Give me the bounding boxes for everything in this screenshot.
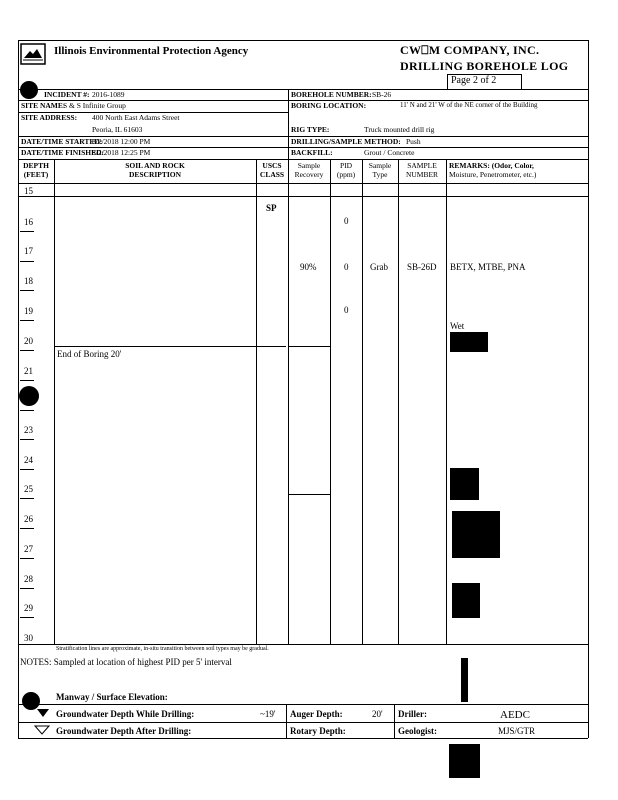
gw-while-value: ~19' [260,709,276,719]
site-address-label: SITE ADDRESS: [21,113,78,122]
rig-type-value: Truck mounted drill rig [364,125,435,134]
boring-location-label: BORING LOCATION: [291,101,367,110]
col-depth-header: DEPTH (FEET) [23,161,49,179]
remarks-wet: Wet [450,321,465,331]
auger-value: 20' [372,709,383,719]
depth-label: 15 [24,186,33,196]
depth-label: 26 [24,514,33,524]
site-name-label: SITE NAME: [21,101,66,110]
depth-label: 29 [24,603,33,613]
punch-hole-top [20,81,38,99]
groundwater-after-icon [34,725,50,735]
drilling-method-value: Push [406,137,421,146]
punch-hole-middle [19,386,39,406]
groundwater-while-icon [36,708,50,718]
drilling-method-label: DRILLING/SAMPLE METHOD: [291,137,401,146]
uscs-class-value: SP [266,203,277,213]
site-name-value: S & S Infinite Group [63,101,126,110]
depth-label: 20 [24,336,33,346]
geologist-value: MJS/GTR [498,726,536,736]
manway-label: Manway / Surface Elevation: [56,692,168,702]
agency-name: Illinois Environmental Protection Agency [54,45,249,57]
redaction-block [449,744,480,778]
date-started-label: DATE/TIME STARTED: [21,137,103,146]
backfill-label: BACKFILL: [291,148,333,157]
col-sample-type-header: Sample Type [368,161,392,179]
backfill-value: Grout / Concrete [364,148,415,157]
col-sample-number-header: SAMPLE NUMBER [405,161,439,179]
sample-number-value: SB-26D [407,262,437,272]
depth-label: 18 [24,276,33,286]
rig-type-label: RIG TYPE: [291,125,330,134]
depth-label: 25 [24,484,33,494]
page-number: Page 2 of 2 [451,75,497,86]
redaction-block [452,583,480,618]
pid-reading-16: 0 [344,216,349,226]
col-soil-header: SOIL AND ROCK DESCRIPTION [125,161,185,179]
depth-label: 21 [24,366,33,376]
date-finished-label: DATE/TIME FINISHED: [21,148,104,157]
gw-after-label: Groundwater Depth After Drilling: [56,726,192,736]
page-indicator [447,74,522,90]
col-uscs-header: USCS CLASS [259,161,285,179]
col-recovery-header: Sample Recovery [294,161,324,179]
date-started-value: 8/2/2018 12:00 PM [92,137,151,146]
redaction-block [452,511,500,558]
incident-label: INCIDENT #: [44,90,90,99]
depth-label: 17 [24,246,33,256]
sample-recovery-value: 90% [300,262,317,272]
auger-label: Auger Depth: [290,709,343,719]
driller-value: AEDC [500,709,530,721]
depth-label: 16 [24,217,33,227]
depth-label: 23 [24,425,33,435]
pid-reading-17: 0 [344,262,349,272]
date-finished-value: 8/2/2018 12:25 PM [92,148,151,157]
pid-reading-19: 0 [344,305,349,315]
geologist-label: Geologist: [398,726,437,736]
agency-logo-icon [20,43,46,65]
rotary-label: Rotary Depth: [290,726,346,736]
stratification-note: Stratification lines are approximate, in-situ transition between soil types may be gradual. [56,646,269,652]
sample-type-value: Grab [370,262,388,272]
redaction-block [450,332,488,352]
site-address-line2: Peoria, IL 61603 [92,125,143,134]
gw-while-label: Groundwater Depth While Drilling: [56,709,195,719]
depth-label: 28 [24,574,33,584]
depth-label: 24 [24,455,33,465]
borehole-value: SB-26 [372,90,392,99]
company-name: CW⎕M COMPANY, INC. [400,43,540,57]
remarks-analysis: BETX, MTBE, PNA [450,262,526,272]
col-pid-header: PID (ppm) [336,161,356,179]
incident-value: 2016-1089 [92,90,125,99]
notes: NOTES: Sampled at location of highest PID per 5' interval [20,657,232,667]
end-of-boring: End of Boring 20' [57,349,122,359]
site-address-line1: 400 North East Adams Street [92,113,180,122]
log-title: DRILLING BOREHOLE LOG [400,59,569,73]
redaction-block [450,468,479,500]
depth-label: 30 [24,633,33,643]
driller-label: Driller: [398,709,427,719]
depth-label: 27 [24,544,33,554]
col-remarks-header: REMARKS: (Odor, Color, Moisture, Penetrometer, etc.) [449,161,537,179]
borehole-label: BOREHOLE NUMBER: [291,90,372,99]
redaction-block [461,658,468,702]
depth-label: 19 [24,306,33,316]
boring-location-value: 11' N and 21' W of the NE corner of the Building [400,101,538,109]
